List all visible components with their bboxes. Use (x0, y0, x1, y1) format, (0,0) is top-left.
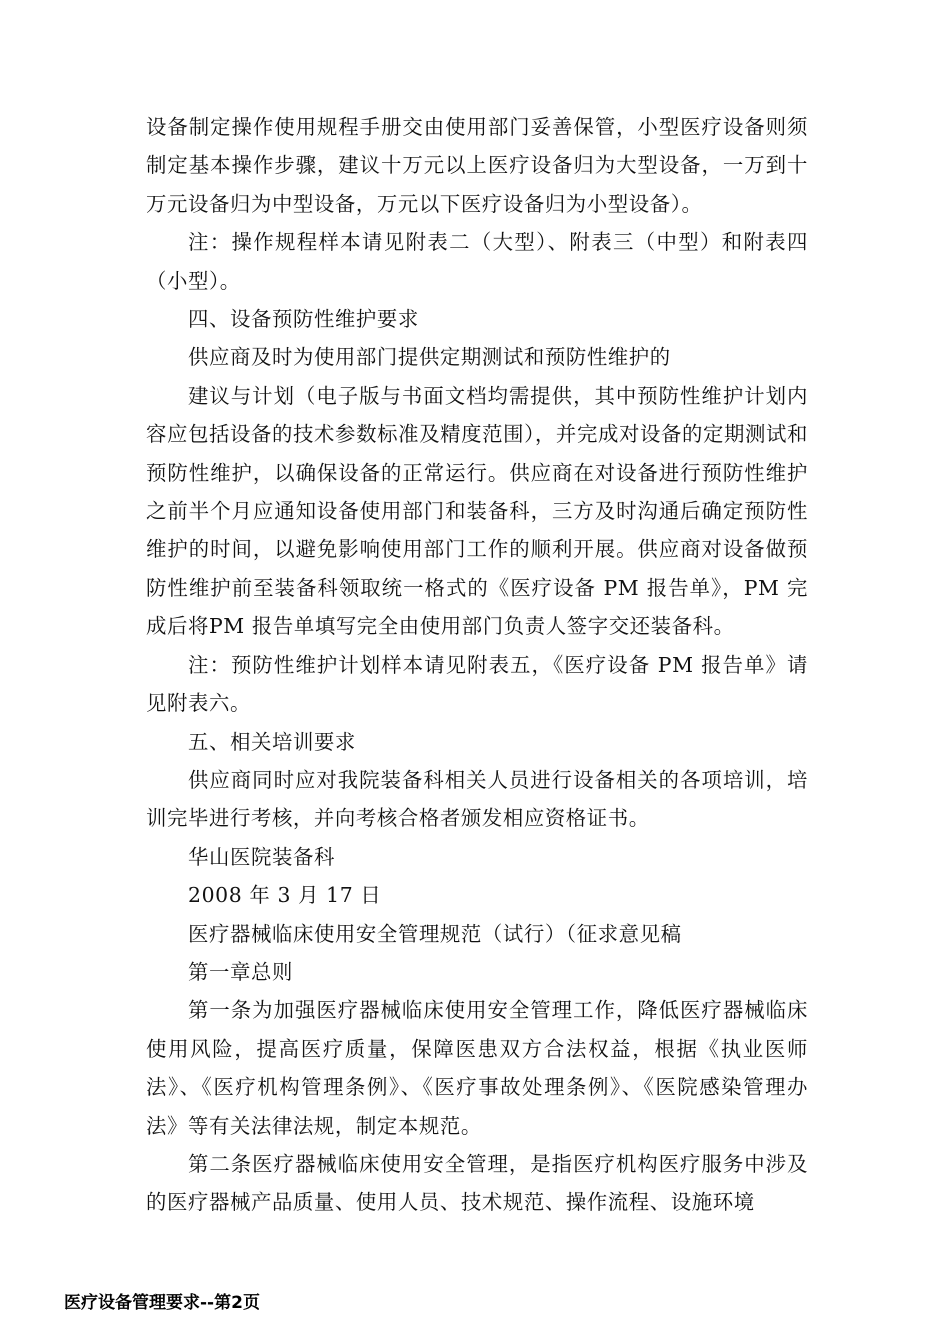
paragraph: 2008 年 3 月 17 日 (188, 883, 382, 908)
paragraph: 华山医院装备科 (188, 844, 335, 869)
paragraph: 医疗器械临床使用安全管理规范（试行）（征求意见稿 (188, 921, 682, 946)
paragraph: 建议与计划（电子版与书面文档均需提供，其中预防性维护计划内容应包括设备的技术参数标准及精度范围），并完成对设备的定期测试和预防性维护，以确保设备的正常运行。供应商在对设备进行预防性维护之前半个月应通知设备使用部门和装备科，三方及时沟通后确定预防性维护的时间，以避免影响使用部门工作的顺利开展。供应商对设备做预防性维护前至装备科领取统一格式的《医疗设备 PM 报告单》，PM 完成后将PM 报告单填写完全由使用部门负责人签字交还装备科。 (146, 383, 808, 639)
paragraph: 设备制定操作使用规程手册交由使用部门妥善保管，小型医疗设备则须制定基本操作步骤，建议十万元以上医疗设备归为大型设备，一万到十万元设备归为中型设备，万元以下医疗设备归为小型设备）。 (146, 115, 808, 216)
paragraph: 第一条为加强医疗器械临床使用安全管理工作，降低医疗器械临床使用风险，提高医疗质量，保障医患双方合法权益，根据《执业医师法》、《医疗机构管理条例》、《医疗事故处理条例》、《医院感染管理办法》等有关法律法规，制定本规范。 (146, 998, 808, 1138)
paragraph: 第二条医疗器械临床使用安全管理，是指医疗机构医疗服务中涉及的医疗器械产品质量、使用人员、技术规范、操作流程、设施环境 (146, 1151, 808, 1215)
paragraph: 注：操作规程样本请见附表二（大型）、附表三（中型）和附表四（小型）。 (146, 230, 808, 293)
paragraph: 第一章总则 (188, 959, 293, 984)
paragraph: 五、相关培训要求 (188, 729, 356, 754)
page-footer: 医疗设备管理要求--第2页 (64, 1293, 260, 1313)
paragraph: 供应商及时为使用部门提供定期测试和预防性维护的 (188, 345, 671, 370)
paragraph: 供应商同时应对我院装备科相关人员进行设备相关的各项培训，培训完毕进行考核，并向考核合格者颁发相应资格证书。 (146, 767, 808, 831)
paragraph: 四、设备预防性维护要求 (188, 307, 419, 332)
paragraph: 注：预防性维护计划样本请见附表五，《医疗设备 PM 报告单》请见附表六。 (146, 652, 808, 716)
document-body (146, 108, 808, 1222)
